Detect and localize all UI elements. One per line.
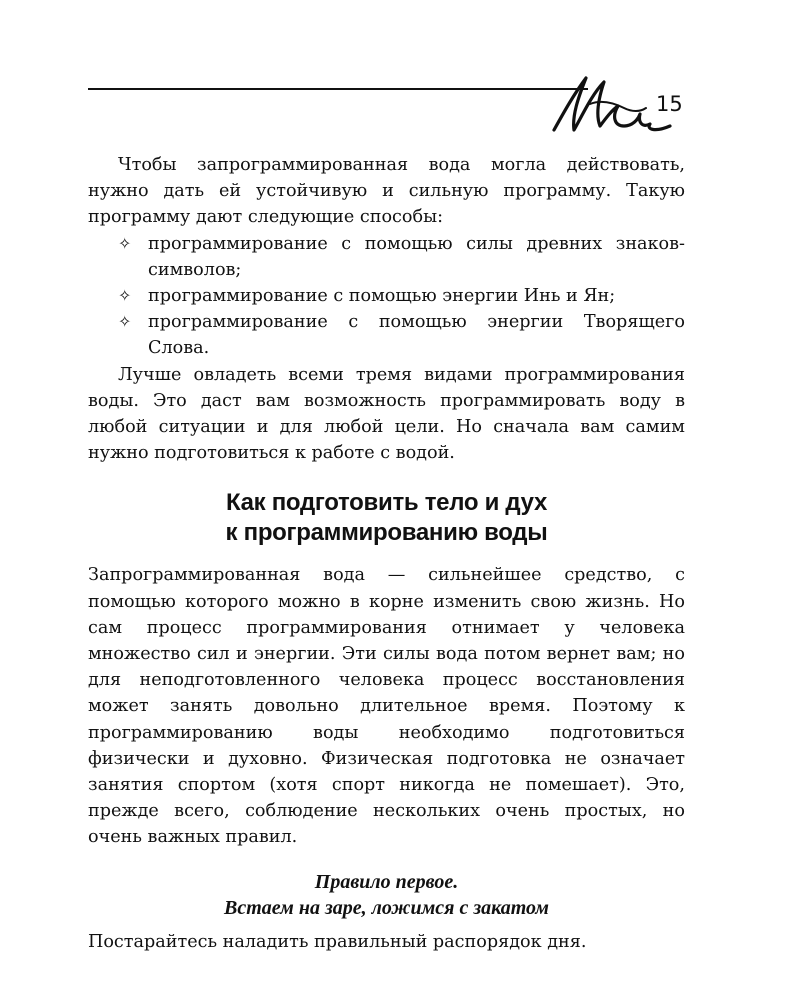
section-heading [88,488,685,548]
list-item [88,231,685,283]
rule-heading-line-1: Правило первое. [314,870,459,893]
programming-methods-list [88,231,685,362]
star-bullet-icon: ✧ [118,286,132,306]
closing-paragraph: Лучше овладеть всеми тремя видами программирования воды. Это даст вам возможность программировать воду в любой ситуации и для любой цели. Но сначала вам самим нужно подготовиться к работе с водой. [88,364,685,464]
header-rule [88,88,588,90]
list-item [88,283,685,309]
section-heading-line-1: Как подготовить тело и дух [225,489,548,517]
calligraphic-flourish-icon [552,72,672,134]
rule-heading [88,869,685,921]
list-item [88,309,685,361]
list-item-text: программирование с помощью силы древних знаков-символов; [148,233,685,280]
rule-heading-line-2: Встаем на заре, ложимся с закатом [224,896,549,919]
intro-paragraph: Чтобы запрограммированная вода могла действовать, нужно дать ей устойчивую и сильную программу. Такую программу дают следующие способы: [88,155,685,228]
list-item-text: программирование с помощью энергии Творящего Слова. [148,312,685,359]
page-number: 15 [656,92,683,116]
star-bullet-icon: ✧ [118,233,132,253]
section-paragraph: Запрограммированная вода — сильнейшее средство, с помощью которого можно в корне изменить свою жизнь. Но сам процесс программирования отнимает у человека множество сил и энергии. Эти силы вода потом вернет вам; но для неподготовленного человека процесс восстановления может занять довольно длительное время. Поэтому к программированию воды необходимо подготовиться физически и духовно. Физическая подготовка не означает занятия спортом (хотя спорт никогда не помешает). Это, прежде всего, соблюдение нескольких очень простых, но очень важных правил. [88,565,685,848]
section-heading-line-2: к программированию воды [225,519,548,547]
star-bullet-icon: ✧ [118,312,132,332]
list-item-text: программирование с помощью энергии Инь и Ян; [148,286,616,307]
page-content [88,152,685,955]
rule-paragraph: Постарайтесь наладить правильный распорядок дня. [88,931,587,952]
